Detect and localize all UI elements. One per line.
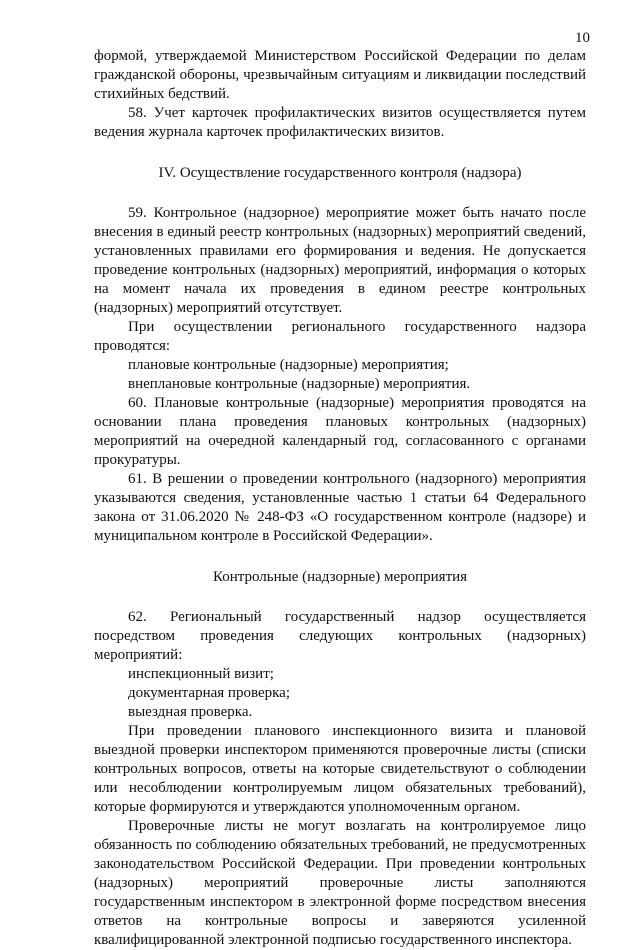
paragraph-59-continued: При осуществлении регионального государственного надзора проводятся: bbox=[94, 319, 586, 354]
paragraph-59: 59. Контрольное (надзорное) мероприятие может быть начато после внесения в единый реестр контрольных (надзорных) мероприятий сведений, установленных правилами его формирования и ведения. Не допускается проведение контрольных (надзорных) мероприятий, информация о которых на момент начала их проведения в едином реестре контрольных (надзорных) мероприятий отсутствует. bbox=[94, 205, 586, 316]
paragraph-62-checklist-limits: Проверочные листы не могут возлагать на контролируемое лицо обязанность по соблюдению обязательных требований, не предусмотренных законодательством Российской Федерации. При проведении контрольных (надзорных) мероприятий проверочные листы заполняются государственным инспектором в электронной форме посредством внесения ответов на контрольные вопросы и заверяются усиленной квалифицированной электронной подписью государственного инспектора. bbox=[94, 818, 586, 948]
paragraph-61: 61. В решении о проведении контрольного (надзорного) мероприятия указываются сведения, установленные частью 1 статьи 64 Федерального закона от 31.06.2020 № 248-ФЗ «О государственном контроле (надзоре) и муниципальном контроле в Российской Федерации». bbox=[94, 471, 586, 544]
list-item-documentary-check: документарная проверка; bbox=[128, 685, 290, 701]
paragraph-62-checklists: При проведении планового инспекционного визита и плановой выездной проверки инспектором применяются проверочные листы (списки контрольных вопросов, ответы на которые свидетельствуют о соблюдении или несоблюдении контролируемым лицом обязательных требований), которые формируются и утверждаются уполномоченным органом. bbox=[94, 723, 586, 815]
paragraph-continuation: формой, утверждаемой Министерством Российской Федерации по делам гражданской обороны, чрезвычайным ситуациям и ликвидации последствий стихийных бедствий. bbox=[94, 48, 586, 102]
paragraph-58: 58. Учет карточек профилактических визитов осуществляется путем ведения журнала карточек профилактических визитов. bbox=[94, 105, 586, 140]
page-number: 10 bbox=[575, 30, 590, 46]
list-item-onsite-check: выездная проверка. bbox=[128, 704, 253, 720]
paragraph-60: 60. Плановые контрольные (надзорные) мероприятия проводятся на основании плана проведения плановых контрольных (надзорных) мероприятий на очередной календарный год, согласованного с органами прокуратуры. bbox=[94, 395, 586, 468]
paragraph-62: 62. Региональный государственный надзор осуществляется посредством проведения следующих контрольных (надзорных) мероприятий: bbox=[94, 609, 586, 663]
subsection-heading-measures: Контрольные (надзорные) мероприятия bbox=[212, 569, 468, 585]
list-item-planned: плановые контрольные (надзорные) мероприятия; bbox=[128, 357, 449, 373]
section-heading-iv: IV. Осуществление государственного контроля (надзора) bbox=[158, 165, 522, 181]
document-body bbox=[94, 47, 586, 950]
list-item-inspection-visit: инспекционный визит; bbox=[128, 666, 274, 682]
list-item-unplanned: внеплановые контрольные (надзорные) мероприятия. bbox=[128, 376, 471, 392]
